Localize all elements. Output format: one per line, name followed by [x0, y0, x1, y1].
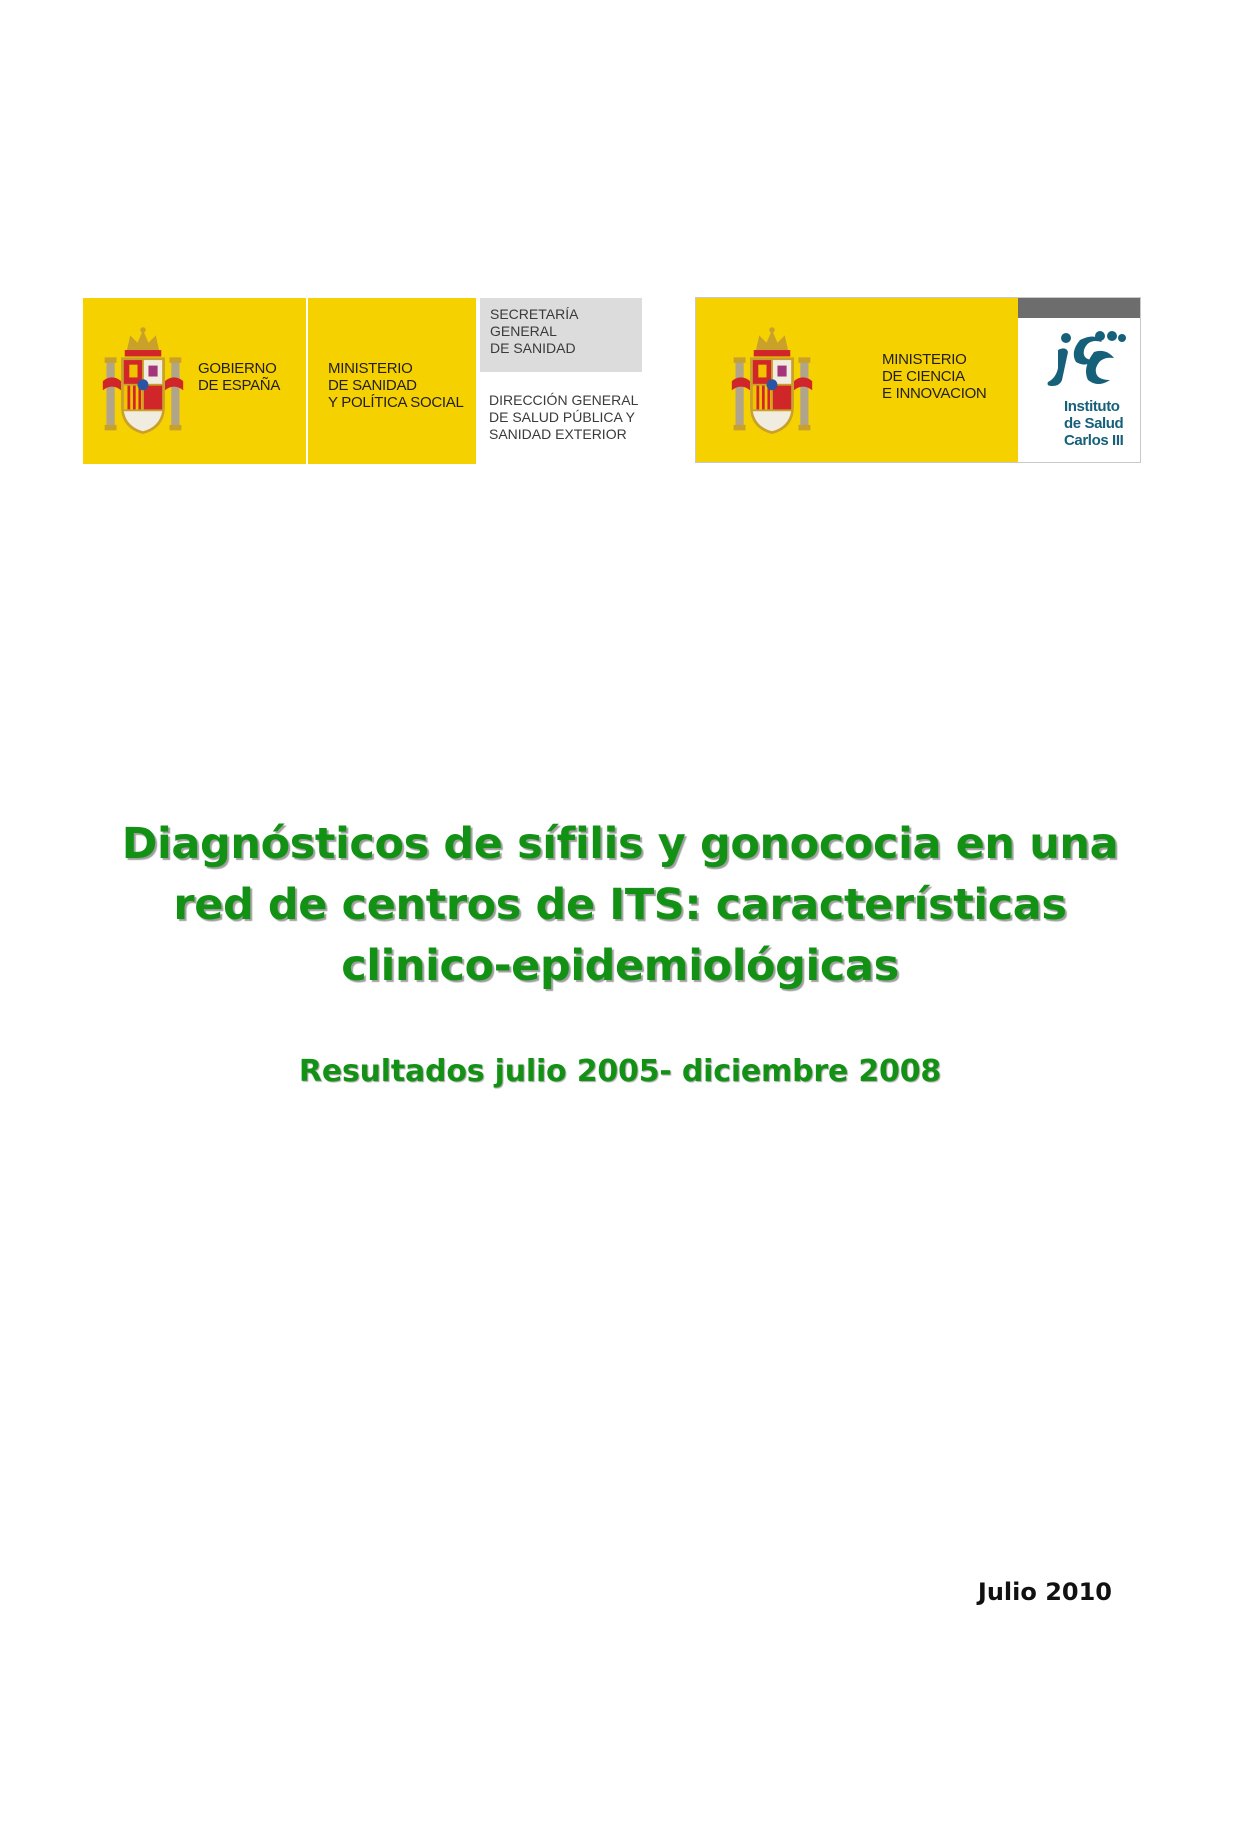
isciii-top-bar	[1018, 298, 1140, 318]
ministerio-sanidad-line-2: DE SANIDAD	[328, 377, 417, 394]
direccion-line-3: SANIDAD EXTERIOR	[489, 426, 627, 442]
logo-ciencia-isciii	[695, 297, 1141, 463]
ministerio-ciencia-line-3: E INNOVACION	[882, 385, 987, 402]
direccion-general-text	[489, 392, 638, 443]
isciii-line-2: de Salud	[1064, 415, 1124, 432]
document-subtitle: Resultados julio 2005- diciembre 2008	[298, 1054, 942, 1089]
gobierno-line-1: GOBIERNO	[198, 360, 277, 377]
ministerio-ciencia-line-2: DE CIENCIA	[882, 368, 965, 385]
coat-of-arms-icon	[730, 318, 814, 446]
ministerio-ciencia-panel	[696, 298, 1018, 462]
ministerio-sanidad-line-3: Y POLÍTICA SOCIAL	[328, 394, 464, 411]
document-date: Julio 2010	[977, 1578, 1112, 1606]
title-line-1: Diagnósticos de sífilis y gonococia en una	[121, 819, 1119, 869]
isciii-logo-icon	[1036, 328, 1126, 390]
direccion-line-2: DE SALUD PÚBLICA Y	[489, 409, 636, 425]
secretaria-line-3: DE SANIDAD	[490, 340, 576, 356]
secretaria-text	[490, 306, 578, 357]
logo-gobierno-sanidad	[83, 298, 476, 464]
isciii-panel	[1018, 298, 1140, 462]
secretaria-box	[480, 298, 642, 372]
title-line-2: red de centros de ITS: características	[173, 880, 1067, 930]
ministerio-sanidad-line-1: MINISTERIO	[328, 360, 413, 377]
title-line-3: clinico-epidemiológicas	[341, 941, 899, 991]
gobierno-line-2: DE ESPAÑA	[198, 377, 281, 394]
secretaria-line-2: GENERAL	[490, 323, 557, 339]
isciii-text	[1064, 398, 1123, 449]
isciii-line-3: Carlos III	[1064, 432, 1124, 449]
direccion-line-1: DIRECCIÓN GENERAL	[489, 392, 639, 408]
document-title	[0, 814, 1240, 997]
secretaria-line-1: SECRETARÍA	[490, 306, 579, 322]
ministerio-sanidad-text	[328, 360, 464, 411]
gobierno-text	[198, 360, 280, 394]
gobierno-panel	[83, 298, 306, 464]
isciii-line-1: Instituto	[1064, 398, 1120, 415]
ministerio-sanidad-panel	[306, 298, 476, 464]
ministerio-ciencia-line-1: MINISTERIO	[882, 351, 967, 368]
ministerio-ciencia-text	[882, 351, 986, 402]
coat-of-arms-icon	[101, 318, 185, 446]
